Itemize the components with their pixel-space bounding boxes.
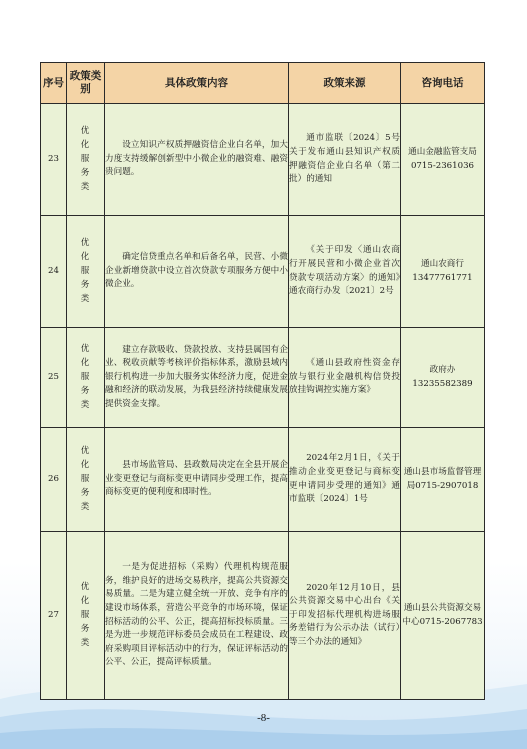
row-contact: 政府办13235582389	[401, 328, 485, 428]
table-row	[41, 428, 485, 532]
row-category: 优化服务类	[67, 104, 105, 216]
header-content: 具体政策内容	[105, 63, 289, 104]
row-contact: 通山金融监管支局0715-2361036	[401, 104, 485, 216]
header-contact: 咨询电话	[401, 63, 485, 104]
page-number: -8-	[257, 712, 270, 724]
table-row	[41, 532, 485, 700]
table-row	[41, 216, 485, 328]
row-number: 26	[41, 428, 67, 532]
row-contact: 通山县市场监督管理局0715-2907018	[401, 428, 485, 532]
table-row	[41, 328, 485, 428]
row-content: 建立存款吸收、贷款投放、支持县属国有企业、税收贡献等考核评价指标体系，激励县域内银行机构进一步加大服务实体经济力度，促进金融和经济的联动发展，为我县经济持续健康发展提供资金支撑。	[105, 328, 289, 428]
header-category: 政策类别	[67, 63, 105, 104]
header-no: 序号	[41, 63, 67, 104]
row-category: 优化服务类	[67, 428, 105, 532]
row-content: 确定信贷重点名单和后备名单，民营、小微企业新增贷款中设立首次贷款专项服务方便中小微企业。	[105, 216, 289, 328]
row-contact: 通山农商行13477761771	[401, 216, 485, 328]
table-header-row	[41, 63, 485, 104]
header-source: 政策来源	[289, 63, 401, 104]
row-source: 2024年2月1日，《关于推动企业变更登记与商标变更申请同步受理的通知》通市监联〔2024〕1号	[289, 428, 401, 532]
row-number: 24	[41, 216, 67, 328]
row-contact: 通山县公共资源交易中心0715-2067783	[401, 532, 485, 700]
row-number: 25	[41, 328, 67, 428]
row-category: 优化服务类	[67, 328, 105, 428]
row-source: 《通山县政府性资金存放与银行业金融机构信贷投放挂钩调控实施方案》	[289, 328, 401, 428]
row-content: 设立知识产权质押融资信企业白名单，加大力度支持缓解创新型中小微企业的融资难、融资贵问题。	[105, 104, 289, 216]
row-source: 通市监联〔2024〕5号关于发布通山县知识产权质押融资信企业白名单（第二批）的通知	[289, 104, 401, 216]
row-source: 《关于印发〈通山农商行开展民营和小微企业首次贷款专项活动方案〉的通知》通农商行办发〔2021〕2号	[289, 216, 401, 328]
row-category: 优化服务类	[67, 216, 105, 328]
table-row	[41, 104, 485, 216]
row-number: 23	[41, 104, 67, 216]
row-source: 2020年12月10日，县公共资源交易中心出台《关于印发招标代理机构进场服务差错行为公示办法（试行）等三个办法的通知》	[289, 532, 401, 700]
row-content: 县市场监管局、县政数局决定在全县开展企业变更登记与商标变更申请同步受理工作，提高商标变更的便利度和即时性。	[105, 428, 289, 532]
policy-table	[40, 62, 485, 700]
row-number: 27	[41, 532, 67, 700]
row-category: 优化服务类	[67, 532, 105, 700]
row-content: 一是为促进招标（采购）代理机构规范服务，维护良好的进场交易秩序，提高公共资源交易质量。二是为建立健全统一开放、竞争有序的建设市场体系，营造公平竞争的市场环境，保证招标活动的公平、公正，提高招标投标质量。三是为进一步规范评标委员会成员在工程建设、政府采购项目评标活动中的行为，保证评标活动的公平、公正，提高评标质量。	[105, 532, 289, 700]
